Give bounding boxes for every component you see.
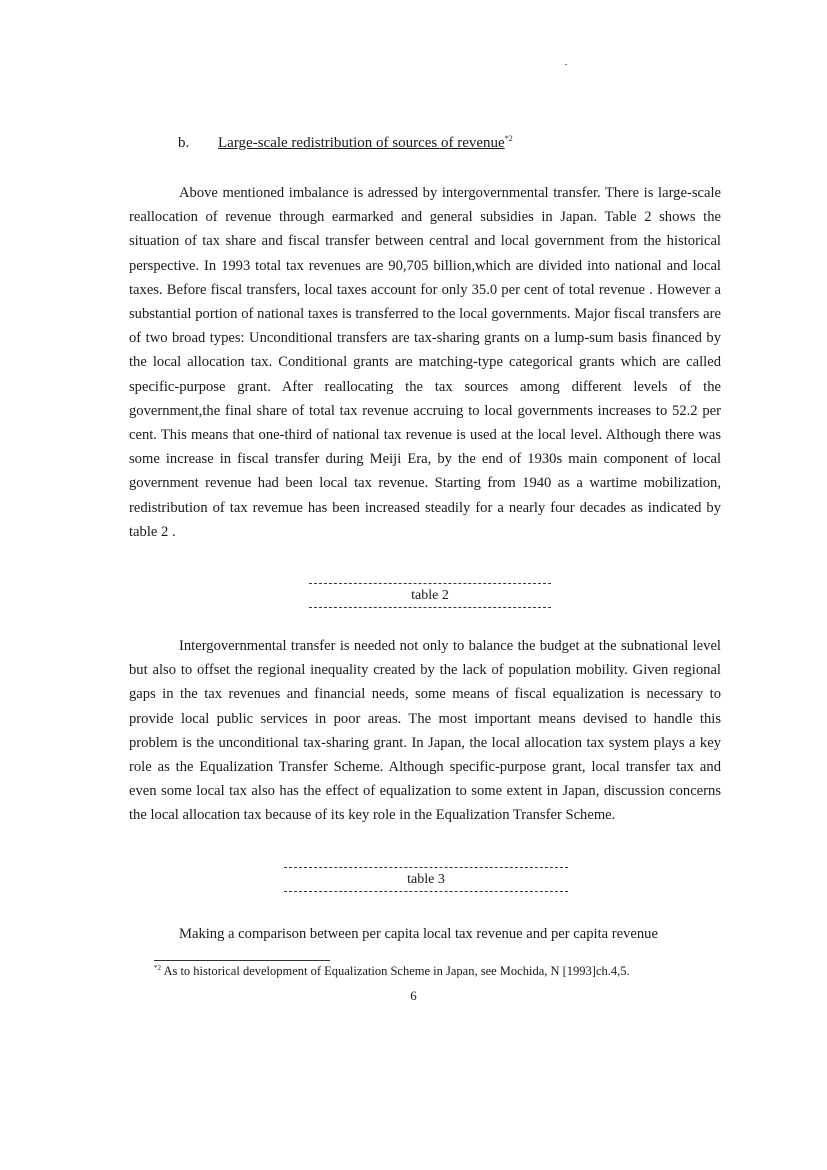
paragraph-1-text: Above mentioned imbalance is adressed by intergovernmental transfer. There is large-scale reallocation of revenue through earmarked and general subsidies in Japan. Table 2 shows the situation of tax share and fiscal transfer between central and local government from the historical perspective. In 1993 total tax revenues are 90,705 billion,which are divided into national and local taxes. Before fiscal transfers, local taxes account for only 35.0 per cent of total revenue . However a substantial portion of national taxes is transferred to the local governments. Major fiscal transfers are of two broad types: Unconditional transfers are tax-sharing grants on a lump-sum basis financed by the local allocation tax. Conditional grants are matching-type categorical grants which are called specific-purpose grant. After reallocating the tax sources among different levels of the government,the final share of total tax revenue accruing to local governments increases to 52.2 per cent. This means that one-third of national tax revenue is used at the local level. Although there was some increase in fiscal transfer during Meiji Era, by the end of 1930s main component of local government revenue had been local tax revenue. Starting from 1940 as a wartime mobilization, redistribution of tax revemue has been increased steadily for a nearly four decades as indicated by table 2 . [129,185,721,540]
paragraph-1 [129,181,721,544]
section-title: Large-scale redistribution of sources of revenue [218,135,505,151]
footnote-ref: *2 [504,134,513,143]
paragraph-3 [129,922,721,946]
footnote-text: As to historical development of Equalization Scheme in Japan, see Mochida, N [1993]ch.4,5. [163,964,630,979]
page-number: 6 [410,988,417,1003]
section-heading [178,134,513,152]
table-2-placeholder: table 2 [309,583,551,608]
section-number: b. [178,135,190,151]
scan-speck [565,64,567,65]
paragraph-2-text: Intergovernmental transfer is needed not only to balance the budget at the subnational level but also to offset the regional inequality created by the lack of population mobility. Given regional gaps in the tax revenues and financial needs, some means of fiscal equalization is necessary to provide local public services in poor areas. The most important means devised to handle this problem is the unconditional tax-sharing grant. In Japan, the local allocation tax system plays a key role as the Equalization Transfer Scheme. Although specific-purpose grant, local transfer tax and even some local tax also has the effect of equalization to some extent in Japan, discussion concerns the local allocation tax because of its key role in the Equalization Transfer Scheme. [129,638,721,824]
footnote [154,964,630,979]
footnote-divider [154,960,330,961]
footnote-marker: *2 [154,964,161,972]
paragraph-3-text: Making a comparison between per capita local tax revenue and per capita revenue [179,926,658,942]
table-3-placeholder: table 3 [284,867,568,892]
paragraph-2 [129,634,721,828]
